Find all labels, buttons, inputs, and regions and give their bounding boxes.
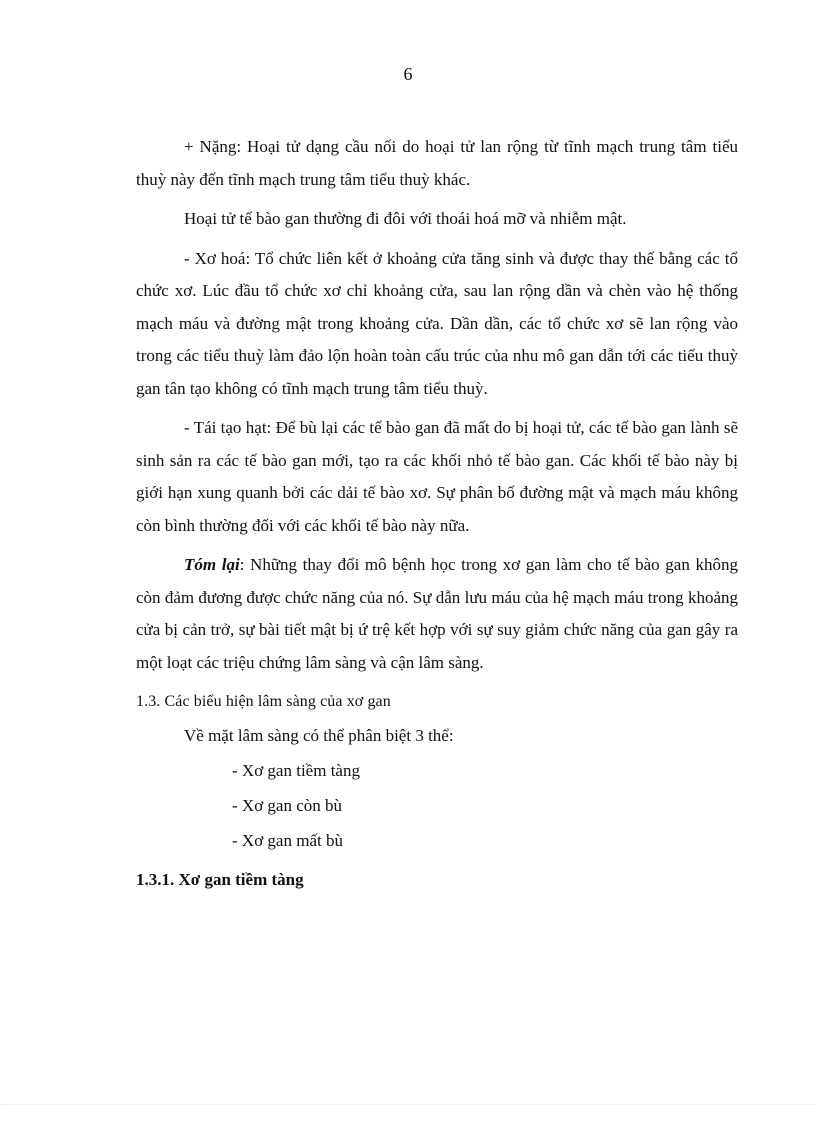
summary-text: : Những thay đổi mô bệnh học trong xơ gan làm cho tế bào gan không còn đảm đương được chức năng của nó. Sự dẫn lưu máu của hệ mạch máu trong khoảng cửa bị cản trở, sự bài tiết mật bị ứ trệ kết hợp với sự suy giảm chức năng của gan gây ra một loạt các triệu chứng lâm sàng và cận lâm sàng. — [136, 555, 738, 672]
list-item: - Xơ gan mất bù — [232, 831, 343, 850]
paragraph-severe-necrosis: + Nặng: Hoại tử dạng cầu nối do hoại tử lan rộng từ tĩnh mạch trung tâm tiểu thuỳ này đến tĩnh mạch trung tâm tiểu thuỳ khác. — [136, 137, 738, 189]
list-item: - Xơ gan còn bù — [232, 796, 343, 815]
paragraph-fibrosis: - Xơ hoá: Tổ chức liên kết ở khoảng cửa tăng sinh và được thay thế bằng các tổ chức xơ. Lúc đầu tổ chức xơ chỉ khoảng cửa, sau lan rộng dần và chèn vào hệ thống mạch máu và đường mật trong khoảng cửa. Dần dần, các tổ chức xơ sẽ lan rộng vào trong các tiểu thuỳ làm đảo lộn hoàn toàn cấu trúc của nhu mô gan dẫn tới các tiểu thuỳ gan tân tạo không có tĩnh mạch trung tâm tiểu thuỳ. — [136, 248, 738, 398]
section-intro: Về mặt lâm sàng có thể phân biệt 3 thể: — [184, 726, 454, 745]
summary-lead: Tóm lại — [184, 555, 240, 574]
paragraph-necrosis-note: Hoại tử tế bào gan thường đi đôi với thoái hoá mỡ và nhiễm mật. — [184, 209, 627, 228]
page-number: 6 — [403, 64, 413, 84]
paragraph-summary — [136, 549, 738, 679]
section-heading: 1.3. Các biểu hiện lâm sàng của xơ gan — [136, 693, 391, 710]
paragraph-regeneration: - Tái tạo hạt: Để bù lại các tế bào gan đã mất do bị hoại tử, các tế bào gan lành sẽ sinh sản ra các tế bào gan mới, tạo ra các khối nhỏ tế bào gan. Các khối tế bào này bị giới hạn xung quanh bởi các dải tế bào xơ. Sự phân bố đường mật và mạch máu không còn bình thường đối với các khối tế bào này nữa. — [136, 418, 738, 535]
footer-divider — [0, 1104, 816, 1105]
list-item: - Xơ gan tiềm tàng — [232, 761, 360, 780]
document-body — [136, 131, 738, 896]
subsection-heading: 1.3.1. Xơ gan tiềm tàng — [136, 870, 304, 889]
